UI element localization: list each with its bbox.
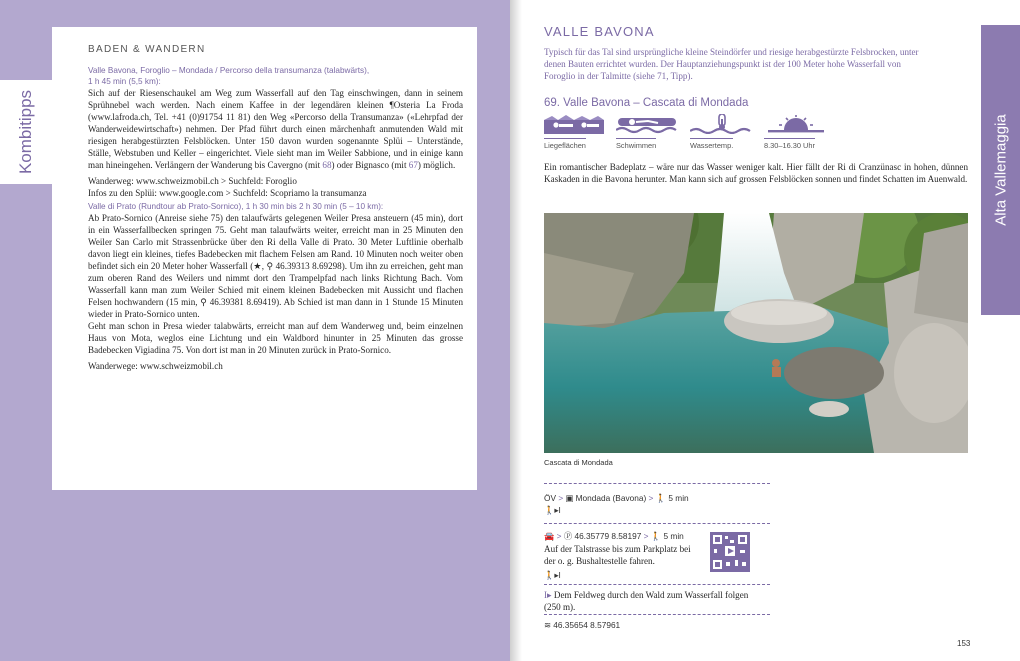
divider-1	[544, 483, 770, 484]
swimming-icon	[616, 114, 678, 134]
route1-body: Sich auf der Riesenschaukel am Weg zum Wasserfall auf den Tag einschwingen, dann in seinem Sprühnebel wach werden. Nach einem Kaffee in der legendären kleinen ¶Osteria La Froda (www.lafroda.ch, Tel. +41 (0)91754 11 81) den Weg «Percorso della Transumanza» («Lehrpfad der Wanderweidewirtschaft») nehmen. Der Pfad führt durch einen märchenhaft anmutenden Wald mit riesigen herabgestürzten Felsblöcken. Unter 150 davon wurden sogenannte Splüi – Unterstände, Ställe, Webstuben und Keller – eingerichtet. Viele sieht man im Weiler Sabbione, und in einige kann man hineingehen. Verlängern der Wanderung bis Cavergno (mit 68) oder Bignasco (mit 67) möglich.	[88, 88, 463, 170]
feature-water-temp	[690, 114, 752, 150]
feature-sun-time-label: 8.30–16.30 Uhr	[764, 138, 815, 150]
parking-icon: Ⓟ	[563, 531, 573, 541]
ref-68[interactable]: 68	[322, 160, 332, 170]
ref-67[interactable]: 67	[408, 160, 418, 170]
car-line	[544, 531, 684, 542]
entry-description: Ein romantischer Badeplatz – wäre nur das Wasser weniger kalt. Hier fällt der Ri di Cranzünasc in hohen, dünnen Kaskaden in die Bavona herunter. Man kann sich auf grossen Felsblöcken sonnen und findet Schatten im Auenwald.	[544, 162, 968, 184]
bus-stop: Mondada (Bavona)	[575, 493, 647, 503]
entry-title: 69. Valle Bavona – Cascata di Mondada	[544, 97, 749, 109]
alta-vallemaggia-tab	[981, 25, 1020, 315]
trail-start-icon: I▸	[544, 590, 554, 600]
valley-intro: Typisch für das Tal sind ursprüngliche kleine Steindörfer und riesige herabgestürzte Felsbrocken, unter denen Bauten errichtet wurden. Der Hauptanziehungspunkt ist der 100 Meter hohe Wasserfall von Foroglio in der Talmitte (siehe 71, Tipp).	[544, 47, 919, 81]
route1-link-wanderweg[interactable]: Wanderweg: www.schweizmobil.ch > Suchfeld: Foroglio	[88, 176, 297, 186]
walk-time: 5 min	[668, 493, 689, 503]
feature-swimming-label: Schwimmen	[616, 138, 656, 150]
car-icon: 🚘	[544, 531, 555, 541]
divider-2	[544, 523, 770, 524]
arrow-icon: >	[558, 493, 564, 503]
waterfall-photo	[544, 213, 968, 453]
page-gutter	[510, 0, 522, 661]
final-coords-line	[544, 620, 620, 631]
route1-duration: 1 h 45 min (5,5 km):	[88, 77, 161, 86]
arrow-icon: >	[648, 493, 654, 503]
arrow-icon: >	[643, 531, 649, 541]
side-tab-label: Alta Vallemaggia	[992, 114, 1010, 226]
walk-icon: 🚶	[650, 531, 662, 541]
page-number: 153	[957, 639, 971, 648]
public-transport-line	[544, 493, 689, 504]
divider-4	[544, 614, 770, 615]
bus-icon: ▣	[565, 493, 574, 503]
feature-swimming	[616, 114, 678, 150]
valley-title: VALLE BAVONA	[544, 24, 655, 39]
right-page	[510, 0, 1020, 661]
hiking-tips-box	[52, 27, 477, 490]
parking-coords: 46.35779 8.58197	[574, 531, 642, 541]
divider-3	[544, 584, 770, 585]
feature-water-temp-label: Wassertemp.	[690, 138, 733, 150]
lying-area-icon	[544, 114, 604, 134]
route2-body: Ab Prato-Sornico (Anreise siehe 75) den talaufwärts gelegenen Weiler Presa ansteuern (45 min), dort in ein Wasserfallbecken springen 75. Geht man talaufwärts weiter, erreicht man in 25 Minuten den Weiler San Carlo mit Strassenbrücke über den Ri della Valle di Prato. 30 Meter Luftlinie oberhalb davon liegt ein kleines, tiefes Badebecken mit flachem Felsen am Rand. 10 Minuten noch weiter oben befindet sich ein 20 Meter hoher Wasserfall (★, ⚲ 46.39313 8.69298). Um ihn zu erreichen, geht man zum oberen Rand des Weilers und nimmt dort den Trampelpfad nach links Richtung Bach. Vom Wasserfall kann man zum Weiler Schied mit einem kleinen Badebecken mit Aussicht und flachen Felsen hochwandern (15 min, ⚲ 46.39381 8.69419). Ab Schied ist man dann in 1 Stunde 15 Minuten wieder in Prato-Sornico unten.	[88, 213, 463, 319]
arrow-icon: >	[556, 531, 562, 541]
route2-body2: Geht man schon in Presa wieder talabwärts, erreicht man auf dem Wanderweg und, beim einzelnen Haus von Mota, weglos eine Lichtung und ein Waldbord hinunter in 25 Minuten das grosse Badebecken Vigiadina 75. Von dort ist man in 20 Minuten zurück in Prato-Sornico.	[88, 321, 463, 355]
accessibility-marks-2: 🚶▸I	[544, 570, 561, 580]
route2-subtitle: Valle di Prato (Rundtour ab Prato-Sornico), 1 h 30 min bis 2 h 30 min (5 – 10 km):	[88, 202, 384, 211]
accessibility-marks-1: 🚶▸I	[544, 505, 561, 515]
public-transport-label: ÖV	[544, 493, 556, 503]
swim-spot-icon: ≋	[544, 620, 551, 630]
feature-lying-area-label: Liegeflächen	[544, 138, 586, 150]
kombitipps-tab	[0, 80, 52, 184]
box-title: BADEN & WANDERN	[88, 44, 206, 55]
walk-directions: I▸ Dem Feldweg durch den Wald zum Wasserfall folgen (250 m).	[544, 590, 749, 612]
car-directions: Auf der Talstrasse bis zum Parkplatz bei der o. g. Bushaltestelle fahren.	[544, 544, 691, 566]
water-temp-icon	[690, 114, 752, 134]
final-coords: 46.35654 8.57961	[553, 620, 621, 630]
kombitipps-label: Kombitipps	[16, 89, 35, 175]
feature-icons	[544, 114, 828, 150]
route1-link-splui[interactable]: Infos zu den Splüi: www.google.com > Suchfeld: Scopriamo la transumanza	[88, 188, 367, 198]
feature-sun-time	[764, 114, 828, 150]
route1-subtitle: Valle Bavona, Foroglio – Mondada / Percorso della transumanza (talabwärts),	[88, 66, 370, 75]
photo-caption: Cascata di Mondada	[544, 458, 613, 467]
route2-link[interactable]: Wanderwege: www.schweizmobil.ch	[88, 361, 223, 371]
waterfall-illustration	[544, 213, 968, 453]
car-walk-time: 5 min	[663, 531, 684, 541]
qr-code-icon[interactable]	[710, 532, 750, 572]
feature-lying-area	[544, 114, 604, 150]
sun-time-icon	[764, 114, 828, 134]
walk-icon: 🚶	[655, 493, 667, 503]
